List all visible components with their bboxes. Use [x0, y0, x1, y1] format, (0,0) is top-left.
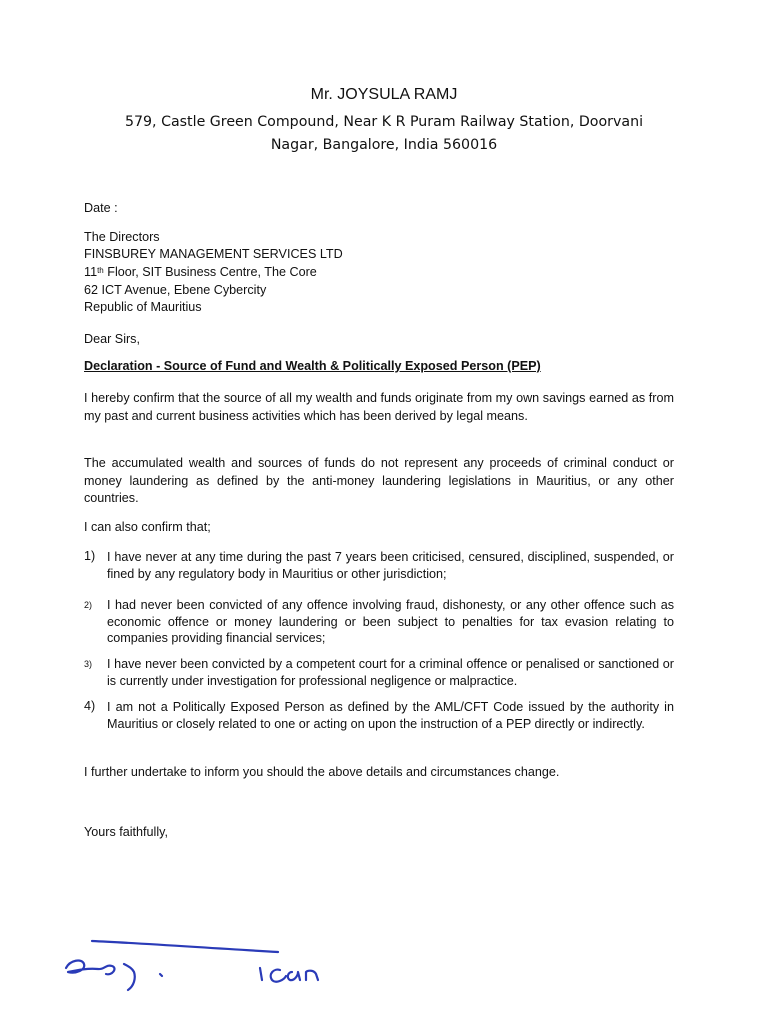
paragraph-source-of-funds: I hereby confirm that the source of all my wealth and funds originate from my own savings earned as from my past and current business activities which has been derived by legal means.: [84, 391, 674, 423]
recipient-company: FINSBUREY MANAGEMENT SERVICES LTD: [84, 247, 343, 261]
list-number: 2): [84, 600, 93, 610]
floor-number: 11: [84, 265, 98, 279]
list-item: I am not a Politically Exposed Person as defined by the AML/CFT Code issued by the authority in Mauritius or closely related to one or acting on upon the instruction of a PEP directly or indirectly.: [107, 700, 674, 731]
floor-ordinal: th: [97, 266, 104, 275]
sender-address-line-1: 579, Castle Green Compound, Near K R Puram Railway Station, Doorvani: [124, 114, 644, 130]
date-label: Date :: [84, 201, 118, 215]
list-item: I had never been convicted of any offence involving fraud, dishonesty, or any other offence such as economic offence or money laundering or been subject to penalties for tax evasion relating to companies providing financial services;: [107, 598, 674, 645]
paragraph-confirm-intro: I can also confirm that;: [84, 520, 211, 534]
recipient-line-1: The Directors: [84, 230, 160, 244]
list-item: I have never at any time during the past 7 years been criticised, censured, disciplined, suspended, or fined by any regulatory body in Mauritius or other jurisdiction;: [107, 550, 674, 581]
recipient-street: 62 ICT Avenue, Ebene Cybercity: [84, 283, 267, 297]
salutation: Dear Sirs,: [84, 332, 140, 346]
recipient-country: Republic of Mauritius: [84, 300, 202, 314]
list-item: I have never been convicted by a competent court for a criminal offence or penalised or sanctioned or is currently under investigation for professional negligence or malpractice.: [107, 657, 674, 688]
sender-address-line-2: Nagar, Bangalore, India 560016: [270, 137, 498, 153]
recipient-floor: [84, 264, 674, 282]
list-number: 4): [84, 699, 96, 713]
sender-name: Mr. JOYSULA RAMJ: [310, 86, 458, 103]
list-number: 3): [84, 659, 93, 669]
floor-address: Floor, SIT Business Centre, The Core: [103, 265, 317, 279]
subject-heading: Declaration - Source of Fund and Wealth & Politically Exposed Person (PEP): [84, 359, 541, 373]
list-number: 1): [84, 549, 96, 563]
paragraph-accumulated-wealth: The accumulated wealth and sources of funds do not represent any proceeds of criminal conduct or money laundering as defined by the anti-money laundering legislations in Mauritius, or any other countries.: [84, 456, 674, 505]
sign-off: Yours faithfully,: [84, 825, 169, 839]
handwritten-signature: [48, 924, 428, 1004]
closing-paragraph: I further undertake to inform you should the above details and circumstances change.: [84, 765, 560, 779]
